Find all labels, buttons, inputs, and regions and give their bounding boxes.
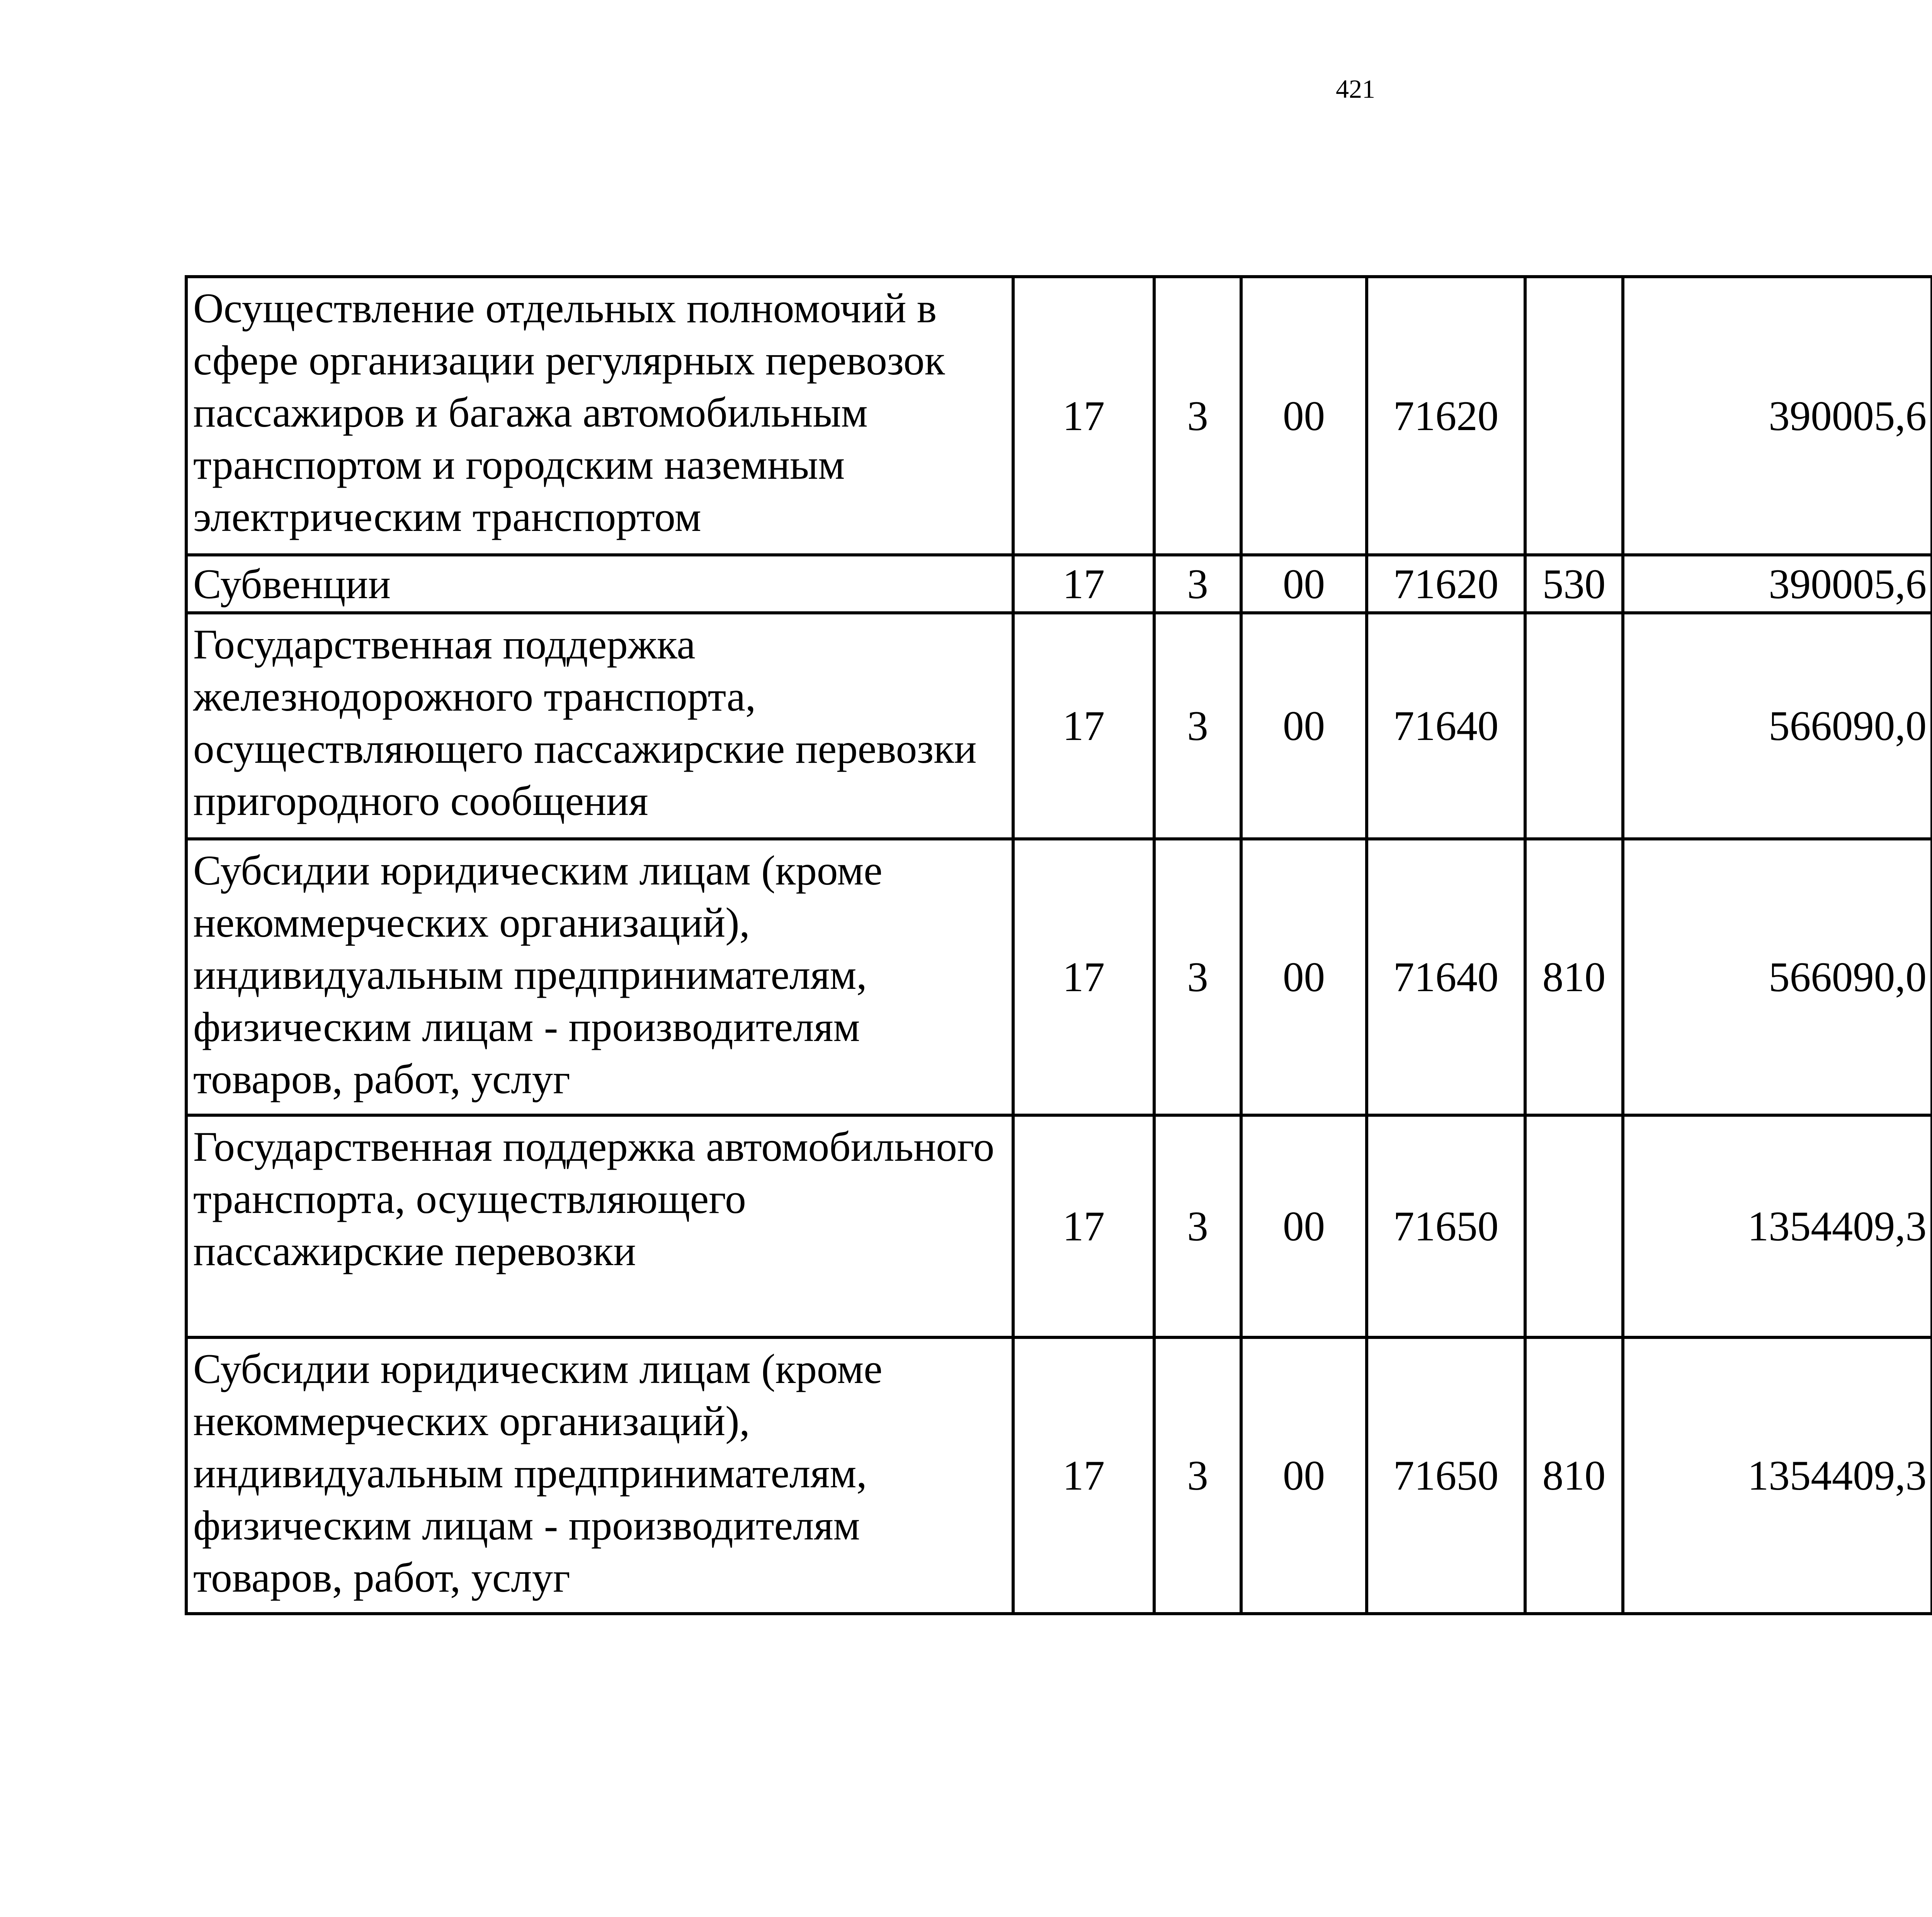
program-code-cell: 17 (1013, 839, 1154, 1115)
program-code-cell: 17 (1013, 277, 1154, 555)
amount-year1-cell: 390005,6 (1623, 277, 1932, 555)
subprogram-code-cell: 3 (1154, 1337, 1241, 1614)
expense-type-cell (1525, 1115, 1623, 1337)
main-event-code-cell: 00 (1241, 613, 1367, 839)
amount-year1-cell: 566090,0 (1623, 613, 1932, 839)
main-event-code-cell: 00 (1241, 1337, 1367, 1614)
expense-type-cell (1525, 613, 1623, 839)
table-row (186, 1337, 1932, 1614)
program-code-cell: 17 (1013, 1337, 1154, 1614)
expense-type-cell (1525, 277, 1623, 555)
row-name-cell: Субсидии юридическим лицам (кроме некоммерческих организаций), индивидуальным предпринимателям, физическим лицам - производителям товаров, работ, услуг (186, 839, 1013, 1115)
direction-code-cell: 71620 (1367, 277, 1525, 555)
expense-type-cell: 810 (1525, 839, 1623, 1115)
direction-code-cell: 71640 (1367, 839, 1525, 1115)
table-row (186, 555, 1932, 613)
main-event-code-cell: 00 (1241, 555, 1367, 613)
budget-table (185, 275, 1932, 1615)
direction-code-cell: 71650 (1367, 1115, 1525, 1337)
program-code-cell: 17 (1013, 613, 1154, 839)
subprogram-code-cell: 3 (1154, 277, 1241, 555)
direction-code-cell: 71640 (1367, 613, 1525, 839)
row-name-cell: Субсидии юридическим лицам (кроме некоммерческих организаций), индивидуальным предпринимателям, физическим лицам - производителям товаров, работ, услуг (186, 1337, 1013, 1614)
expense-type-cell: 810 (1525, 1337, 1623, 1614)
row-name-cell: Государственная поддержка автомобильного транспорта, осуществляющего пассажирские перевозки (186, 1115, 1013, 1337)
table-row (186, 839, 1932, 1115)
table-row (186, 277, 1932, 555)
subprogram-code-cell: 3 (1154, 839, 1241, 1115)
amount-year1-cell: 1354409,3 (1623, 1337, 1932, 1614)
subprogram-code-cell: 3 (1154, 613, 1241, 839)
row-name-cell: Субвенции (186, 555, 1013, 613)
subprogram-code-cell: 3 (1154, 1115, 1241, 1337)
main-event-code-cell: 00 (1241, 839, 1367, 1115)
main-event-code-cell: 00 (1241, 277, 1367, 555)
subprogram-code-cell: 3 (1154, 555, 1241, 613)
program-code-cell: 17 (1013, 1115, 1154, 1337)
amount-year1-cell: 566090,0 (1623, 839, 1932, 1115)
row-name-cell: Осуществление отдельных полномочий в сфере организации регулярных перевозок пассажиров и багажа автомобильным транспортом и городским наземным электрическим транспортом (186, 277, 1013, 555)
direction-code-cell: 71650 (1367, 1337, 1525, 1614)
row-name-cell: Государственная поддержка железнодорожного транспорта, осуществляющего пассажирские перевозки пригородного сообщения (186, 613, 1013, 839)
expense-type-cell: 530 (1525, 555, 1623, 613)
direction-code-cell: 71620 (1367, 555, 1525, 613)
amount-year1-cell: 1354409,3 (1623, 1115, 1932, 1337)
program-code-cell: 17 (1013, 555, 1154, 613)
table-row (186, 1115, 1932, 1337)
main-event-code-cell: 00 (1241, 1115, 1367, 1337)
page-number: 421 (1336, 74, 1375, 104)
amount-year1-cell: 390005,6 (1623, 555, 1932, 613)
table-row (186, 613, 1932, 839)
